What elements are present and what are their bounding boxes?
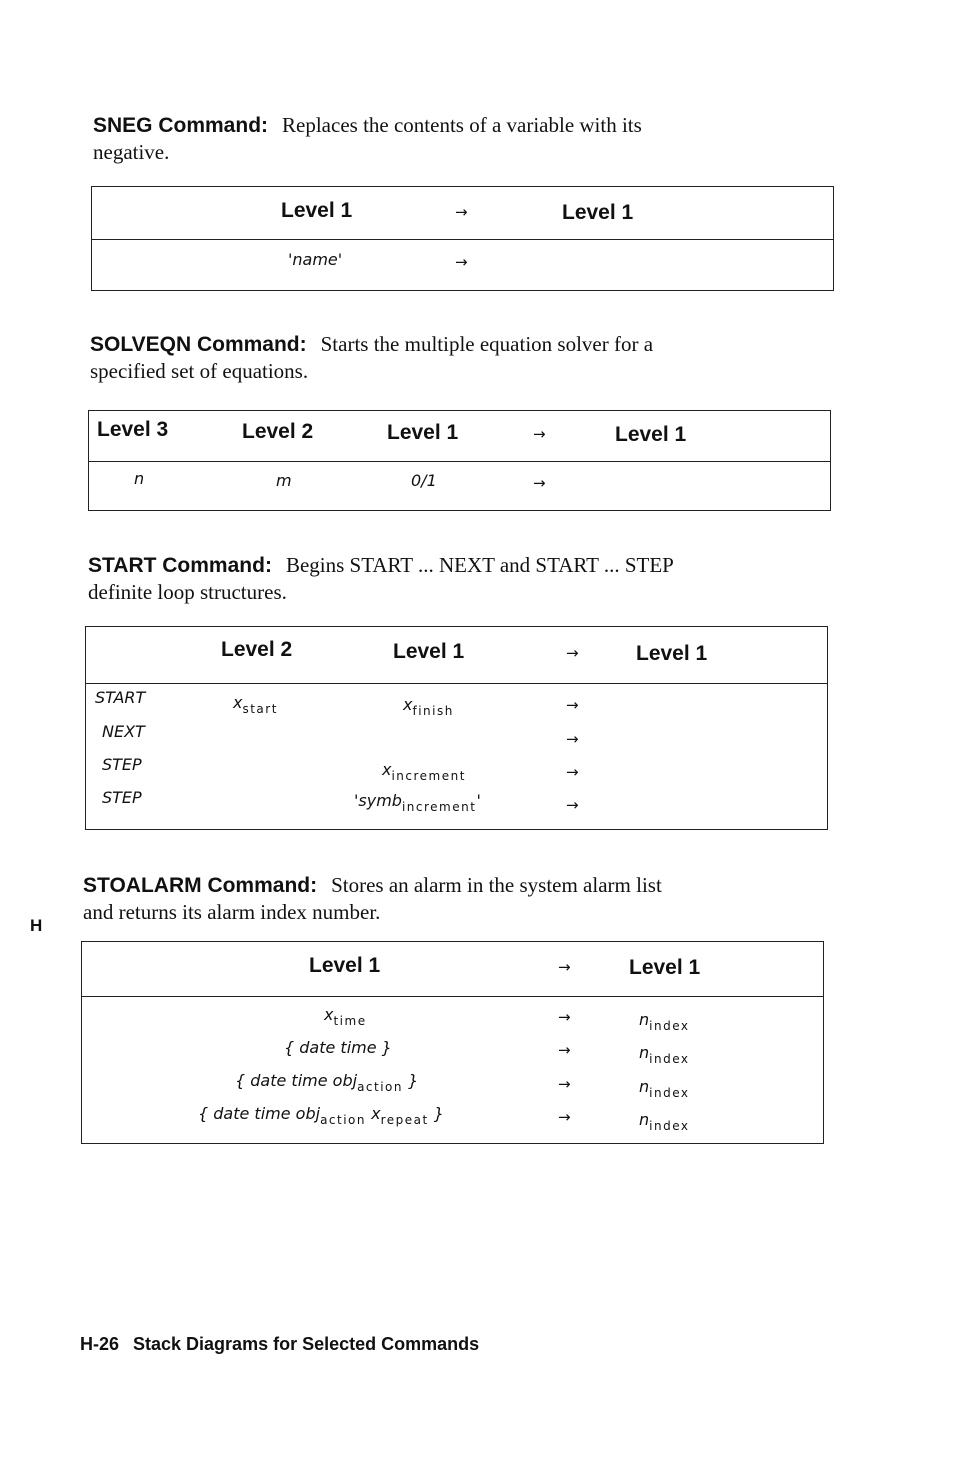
solveqn-desc-line2: specified set of equations. <box>90 359 309 383</box>
page-footer <box>80 1334 479 1355</box>
start-row2-arrow: → <box>566 730 579 748</box>
solveqn-header-level1-out: Level 1 <box>615 423 687 446</box>
stoalarm-header-row <box>82 942 823 997</box>
stoalarm-row3-output: $n_{index}$ <box>639 1077 690 1100</box>
stoalarm-row1-arrow: → <box>558 1008 571 1026</box>
sneg-header-level1-out: Level 1 <box>562 201 634 224</box>
solveqn-header-level2: Level 2 <box>242 420 314 443</box>
stoalarm-row2-input: { date time } <box>284 1038 392 1057</box>
solveqn-row-arrow: → <box>533 474 546 492</box>
solveqn-cell-01: 0/1 <box>411 471 437 490</box>
stoalarm-header-level1-in: Level 1 <box>309 954 381 977</box>
stoalarm-row2-output: $n_{index}$ <box>639 1043 690 1066</box>
sneg-header-arrow: → <box>455 203 468 221</box>
stoalarm-header-level1-out: Level 1 <box>629 956 701 979</box>
stoalarm-row4-output: $n_{index}$ <box>639 1110 690 1133</box>
stoalarm-desc-line2: and returns its alarm index number. <box>83 900 381 924</box>
sneg-row-arrow: → <box>455 253 468 271</box>
stoalarm-command-name: STOALARM Command: <box>83 874 318 897</box>
start-row4-level1: 'symb$_{increment}$' <box>354 791 481 814</box>
start-row4-keyword: STEP <box>102 788 142 807</box>
stoalarm-row1-input: $x_{time}$ <box>324 1005 367 1028</box>
sneg-stack-table <box>91 186 834 291</box>
stoalarm-row4-arrow: → <box>558 1108 571 1126</box>
start-row3-level1: $x_{increment}$ <box>382 760 466 783</box>
start-header-level2: Level 2 <box>221 638 293 661</box>
stoalarm-row3-arrow: → <box>558 1075 571 1093</box>
solveqn-cell-n: n <box>134 469 145 488</box>
sneg-header-level1-in: Level 1 <box>281 199 353 222</box>
appendix-margin-tab: H <box>30 916 43 935</box>
stoalarm-stack-table <box>81 941 824 1144</box>
start-row2-keyword: NEXT <box>102 722 145 741</box>
start-row3-keyword: STEP <box>102 755 142 774</box>
start-row1-arrow: → <box>566 696 579 714</box>
stoalarm-description <box>83 872 803 926</box>
solveqn-stack-table <box>88 410 831 511</box>
solveqn-header-level1-in: Level 1 <box>387 421 459 444</box>
solveqn-command-name: SOLVEQN Command: <box>90 333 307 356</box>
start-desc-line1: Begins START ... NEXT and START ... STEP <box>285 553 674 577</box>
sneg-description <box>93 112 793 166</box>
sneg-desc-line1: Replaces the contents of a variable with its <box>282 113 642 137</box>
sneg-command-name: SNEG Command: <box>93 114 269 137</box>
stoalarm-row2-arrow: → <box>558 1041 571 1059</box>
solveqn-header-level3: Level 3 <box>97 418 169 441</box>
stoalarm-desc-line1: Stores an alarm in the system alarm list <box>331 873 662 897</box>
sneg-cell-name: 'name' <box>288 250 343 269</box>
start-header-level1-out: Level 1 <box>636 642 708 665</box>
start-desc-line2: definite loop structures. <box>88 580 287 604</box>
stoalarm-row3-input: { date time obj$_{action}$ } <box>235 1071 419 1094</box>
start-stack-table <box>85 626 828 830</box>
page-number: H-26 <box>80 1334 120 1354</box>
stoalarm-header-arrow: → <box>558 958 571 976</box>
solveqn-desc-line1: Starts the multiple equation solver for a <box>320 332 654 356</box>
start-command-name: START Command: <box>88 554 272 577</box>
footer-title: Stack Diagrams for Selected Commands <box>133 1334 480 1354</box>
start-description <box>88 552 848 606</box>
start-row1-keyword: START <box>95 688 146 707</box>
start-row4-arrow: → <box>566 796 579 814</box>
sneg-desc-line2: negative. <box>93 140 170 164</box>
start-header-level1-in: Level 1 <box>393 640 465 663</box>
start-row3-arrow: → <box>566 763 579 781</box>
start-header-arrow: → <box>566 644 579 662</box>
stoalarm-row4-input: { date time obj$_{action}$ $x_{repeat}$ } <box>198 1104 444 1127</box>
stoalarm-row1-output: $n_{index}$ <box>639 1010 690 1033</box>
solveqn-description <box>90 331 810 385</box>
solveqn-header-row <box>89 411 830 462</box>
start-row1-level1: $x_{finish}$ <box>403 695 454 718</box>
solveqn-cell-m: m <box>276 471 292 490</box>
solveqn-header-arrow: → <box>533 425 546 443</box>
start-row1-level2: $x_{start}$ <box>233 693 278 716</box>
